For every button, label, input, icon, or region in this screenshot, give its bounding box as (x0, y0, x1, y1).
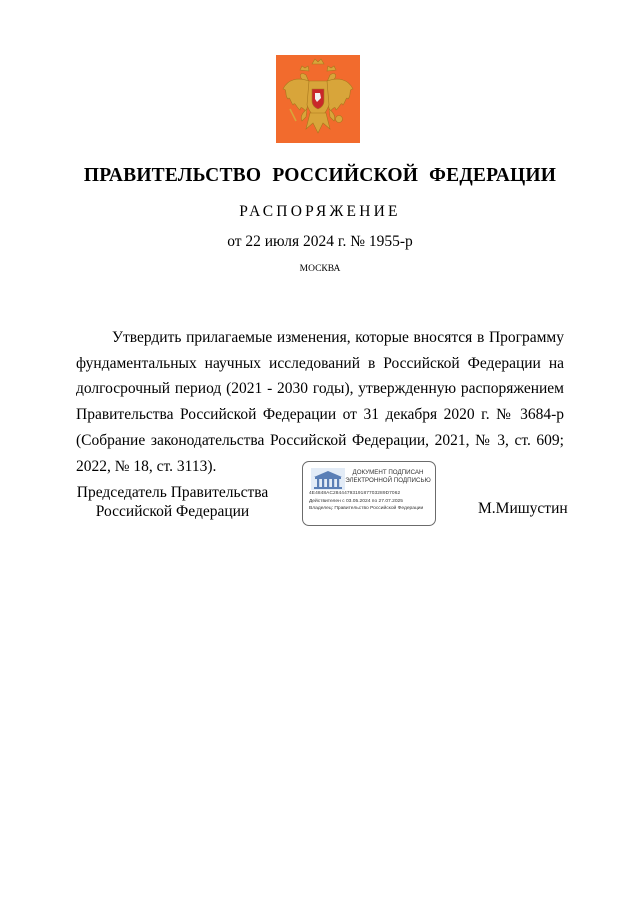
signatory-name: М.Мишустин (478, 500, 568, 517)
signatory-position (60, 483, 285, 521)
stamp-title-line2: ЭЛЕКТРОННОЙ ПОДПИСЬЮ (345, 477, 431, 484)
stamp-title (343, 469, 433, 485)
coat-of-arms-emblem (276, 55, 360, 143)
electronic-signature-stamp (302, 461, 436, 526)
document-date-number: от 22 июля 2024 г. № 1955-р (227, 233, 413, 250)
document-type: РАСПОРЯЖЕНИЕ (239, 203, 401, 220)
stamp-title-line1: ДОКУМЕНТ ПОДПИСАН (352, 469, 424, 476)
signatory-position-line1: Председатель Правительства (76, 484, 269, 501)
certificate-serial: 4E4848AC2844479319187703289D7062 (309, 491, 401, 496)
government-title: ПРАВИТЕЛЬСТВО РОССИЙСКОЙ ФЕДЕРАЦИИ (83, 165, 557, 186)
government-building-icon (311, 468, 345, 490)
order-paragraph: Утвердить прилагаемые изменения, которые вносятся в Программу фундаментальных научных исследований в Российской Федерации на долгосрочный период (2021 - 2030 годы), утвержденную распоряжением Правительства Российской Федерации от 31 декабря 2020 г. № 3684-р (Собрание законодательства Российской Федерации, 2021, № 3, ст. 609; 2022, № 18, ст. 3113). (76, 329, 564, 475)
certificate-owner: Владелец: Правительство Российской Федерации (309, 506, 424, 511)
document-city: МОСКВА (299, 264, 341, 274)
signatory-position-line2: Российской Федерации (95, 503, 250, 520)
certificate-validity: Действителен с 03.05.2024 по 27.07.2025 (309, 499, 403, 504)
